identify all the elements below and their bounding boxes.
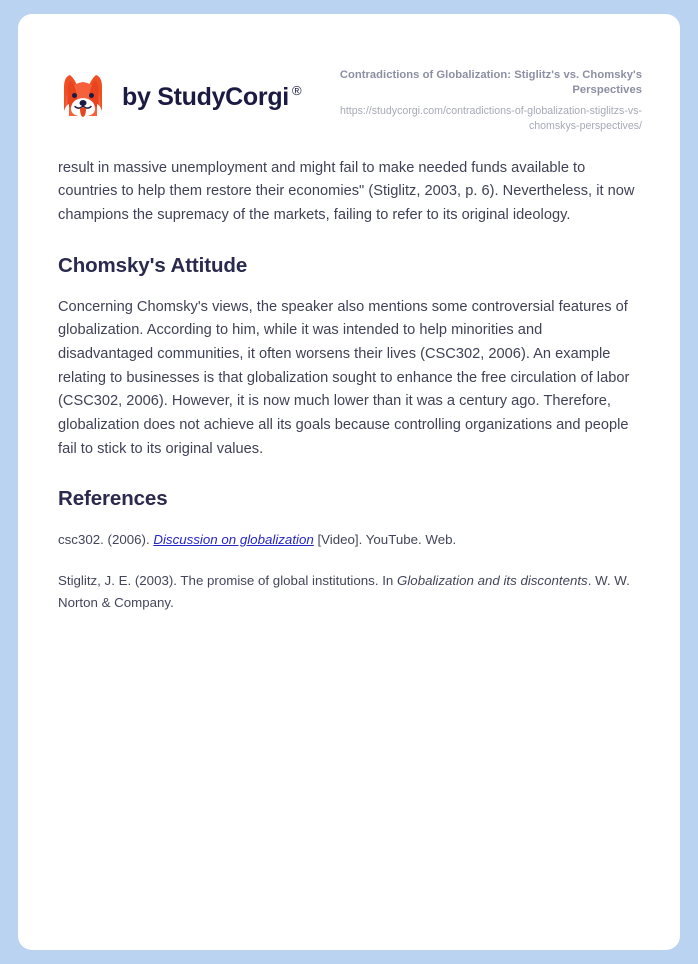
intro-paragraph: result in massive unemployment and might fail to make needed funds available to countries to help them restore their economies" (Stiglitz, 2003, p. 6). Nevertheless, it now champions the supremacy of the markets, failing to refer to its original ideology.: [58, 159, 635, 224]
page-url: https://studycorgi.com/contradictions-of-globalization-stiglitzs-vs-chomskys-perspectives/: [339, 105, 642, 132]
reference-link[interactable]: Discussion on globalization: [153, 532, 314, 548]
reference-italic-suffix: . W. W. Norton & Company.: [58, 573, 630, 610]
section-heading-references: References: [58, 487, 168, 511]
section-paragraph: Concerning Chomsky's views, the speaker also mentions some controversial features of globalization. According to him, while it was intended to help minorities and disadvantaged communities, it often worsens their lives (CSC302, 2006). An example relating to businesses is that globalization sought to enhance the free circulation of labor (CSC302, 2006). However, it is now much lower than it was a century ago. Therefore, globalization does not achieve all its goals because controlling organizations and people fail to stick to its original values.: [58, 298, 630, 457]
brand-name-text: by StudyCorgi: [122, 82, 289, 111]
document-page-card: [18, 14, 680, 950]
reference-suffix: [Video]. YouTube. Web.: [313, 532, 457, 548]
reference-prefix: csc302. (2006).: [58, 532, 154, 548]
section-heading-chomskys-attitude: Chomsky's Attitude: [58, 253, 248, 277]
page-title: Contradictions of Globalization: Stiglitz's vs. Chomsky's Perspectives: [339, 69, 642, 97]
registered-trademark-icon: ®: [291, 82, 302, 98]
header-meta: [302, 58, 642, 133]
studycorgi-brand[interactable]: [58, 58, 302, 122]
brand-wordmark: [122, 82, 302, 112]
reference-italic-title: Globalization and its discontents: [397, 573, 588, 589]
reference-prefix: Stiglitz, J. E. (2003). The promise of global institutions. In: [58, 573, 397, 589]
document-body: [18, 133, 680, 613]
reference-entry: [58, 529, 640, 550]
corgi-logo-icon: [58, 72, 108, 122]
reference-entry: [58, 570, 640, 613]
document-header: [18, 14, 680, 133]
